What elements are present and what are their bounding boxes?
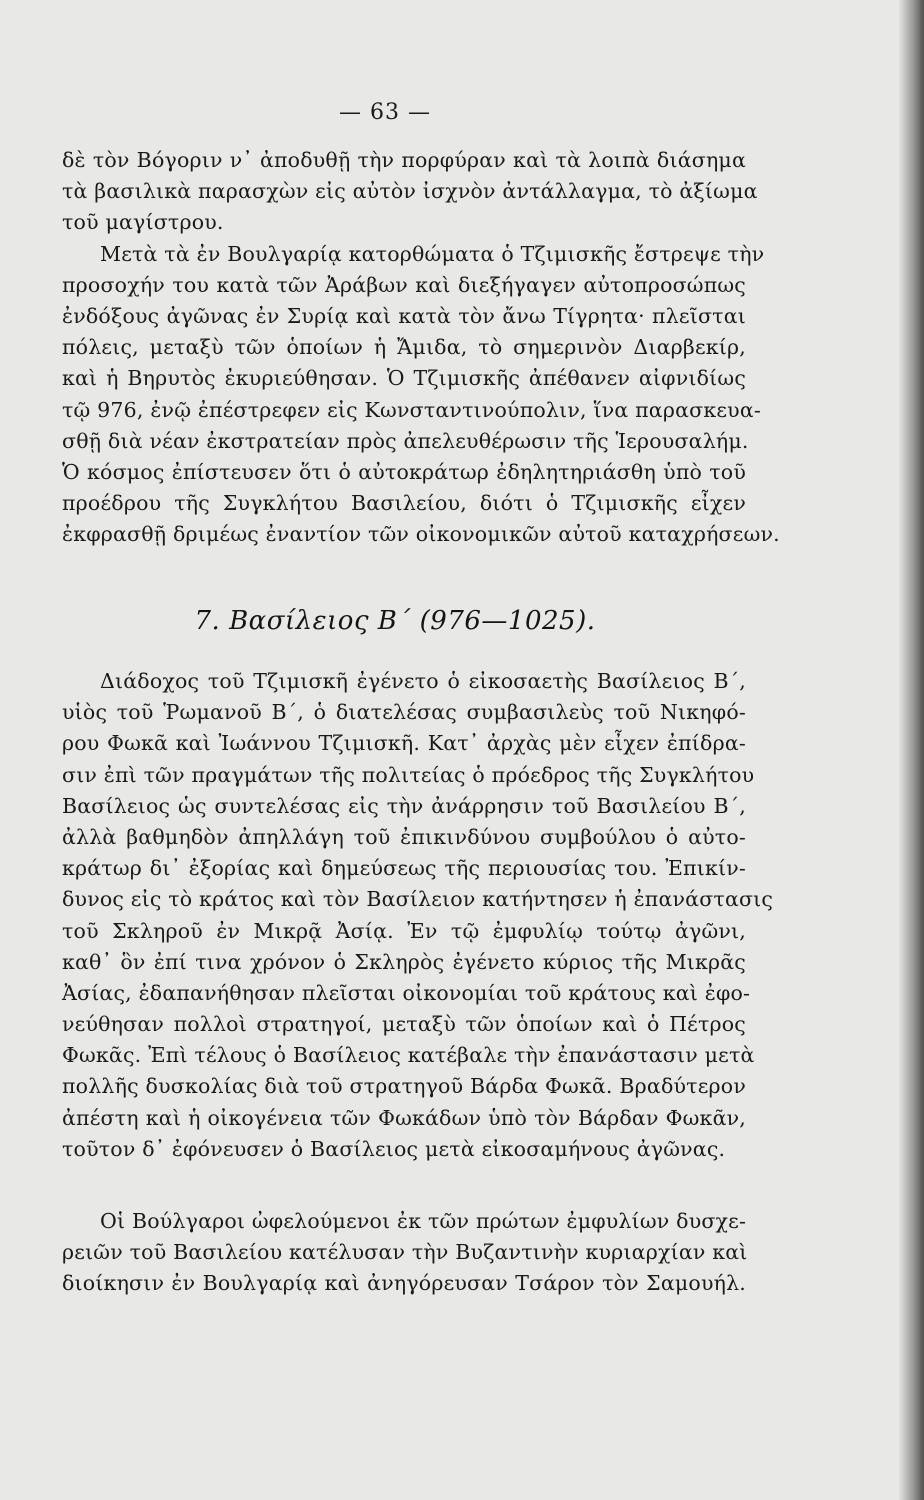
text-line: τοῦ μαγίστρου. <box>62 210 224 235</box>
text-line: Φωκᾶς. Ἐπὶ τέλους ὁ Βασίλειος κατέβαλε τὴν ἐπανάστασιν μετὰ <box>62 1043 755 1068</box>
section-heading: 7. Βασίλειος Β΄ (976—1025). <box>194 606 596 636</box>
text-line: σιν ἐπὶ τῶν πραγμάτων τῆς πολιτείας ὁ πρόεδρος τῆς Συγκλήτου <box>62 762 755 787</box>
text-line: Μετὰ τὰ ἐν Βουλγαρίᾳ κατορθώματα ὁ Τζιμισκῆς ἔστρεψε τὴν <box>100 241 765 266</box>
text-line: καὶ ἡ Βηρυτὸς ἐκυριεύθησαν. Ὁ Τζιμισκῆς ἀπέθανεν αἰφνιδίως <box>62 366 746 391</box>
text-line: Διάδοχος τοῦ Τζιμισκῆ ἐγένετο ὁ εἰκοσαετὴς Βασίλειος Β΄, <box>100 669 746 693</box>
text-line: πόλεις, μεταξὺ τῶν ὁποίων ἡ Ἄμιδα, τὸ σημερινὸν Διαρβεκίρ, <box>62 335 746 360</box>
paragraph-bulgarians <box>62 1206 746 1300</box>
page-edge-shadow <box>898 0 924 1500</box>
text-line: προέδρου τῆς Συγκλήτου Βασιλείου, διότι ὁ Τζιμισκῆς εἶχεν <box>62 491 746 516</box>
text-line: προσοχήν του κατὰ τῶν Ἀράβων καὶ διεξήγαγεν αὐτοπροσώπως <box>62 272 746 297</box>
text-line: Ὁ κόσμος ἐπίστευσεν ὅτι ὁ αὐτοκράτωρ ἐδηλητηριάσθη ὑπὸ τοῦ <box>62 459 746 484</box>
text-line: τὰ βασιλικὰ παρασχὼν εἰς αὐτὸν ἰσχνὸν ἀντάλλαγμα, τὸ ἀξίωμα <box>62 179 758 204</box>
paragraph-basil <box>62 666 774 1165</box>
text-line: Οἱ Βούλγαροι ὠφελούμενοι ἐκ τῶν πρώτων ἐμφυλίων δυσχε- <box>100 1209 747 1233</box>
text-line: ρειῶν τοῦ Βασιλείου κατέλυσαν τὴν Βυζαντινὴν κυριαρχίαν καὶ <box>62 1240 748 1265</box>
text-line: τῷ 976, ἐνῷ ἐπέστρεφεν εἰς Κωνσταντινούπολιν, ἵνα παρασκευα- <box>62 397 761 422</box>
text-line: ἀλλὰ βαθμηδὸν ἀπηλλάγη τοῦ ἐπικινδύνου συμβούλου ὁ αὐτο- <box>62 824 746 849</box>
text-line: Ἀσίας, ἐδαπανήθησαν πλεῖσται οἰκονομίαι τοῦ κράτους καὶ ἐφο- <box>62 980 751 1005</box>
text-line: διοίκησιν ἐν Βουλγαρίᾳ καὶ ἀνηγόρευσαν Τσάρον τὸν Σαμουήλ. <box>62 1271 746 1296</box>
text-line: υἱὸς τοῦ Ῥωμανοῦ Β΄, ὁ διατελέσας συμβασιλεὺς τοῦ Νικηφό- <box>62 700 746 725</box>
paragraph-continued <box>62 145 780 550</box>
text-line: δυνος εἰς τὸ κράτος καὶ τὸν Βασίλειον κατήντησεν ἡ ἐπανάστασις <box>62 887 774 912</box>
text-line: νεύθησαν πολλοὶ στρατηγοί, μεταξὺ τῶν ὁποίων καὶ ὁ Πέτρος <box>62 1012 746 1037</box>
text-line: ρου Φωκᾶ καὶ Ἰωάννου Τζιμισκῆ. Κατ᾽ ἀρχὰς μὲν εἶχεν ἐπίδρα- <box>62 731 746 756</box>
page-number: — 63 — <box>339 100 431 125</box>
text-line: σθῇ διὰ νέαν ἐκστρατείαν πρὸς ἀπελευθέρωσιν τῆς Ἱερουσαλήμ. <box>62 428 749 453</box>
text-line: Βασίλειος ὡς συντελέσας εἰς τὴν ἀνάρρησιν τοῦ Βασιλείου Β΄, <box>62 793 746 818</box>
text-line: τοῦ Σκληροῦ ἐν Μικρᾷ Ἀσίᾳ. Ἐν τῷ ἐμφυλίῳ τούτῳ ἀγῶνι, <box>62 918 746 943</box>
text-line: τοῦτον δ᾽ ἐφόνευσεν ὁ Βασίλειος μετὰ εἰκοσαμήνους ἀγῶνας. <box>62 1136 726 1161</box>
text-line: καθ᾽ ὃν ἐπί τινα χρόνον ὁ Σκληρὸς ἐγένετο κύριος τῆς Μικρᾶς <box>62 949 746 974</box>
text-line: ἐνδόξους ἀγῶνας ἐν Συρίᾳ καὶ κατὰ τὸν ἄνω Τίγρητα· πλεῖσται <box>62 303 746 328</box>
text-line: δὲ τὸν Βόγοριν ν᾽ ἀποδυθῇ τὴν πορφύραν καὶ τὰ λοιπὰ διάσημα <box>62 148 746 172</box>
text-line: κράτωρ δι᾽ ἐξορίας καὶ δημεύσεως τῆς περιουσίας του. Ἐπικίν- <box>62 856 746 881</box>
text-line: ἐκφρασθῇ δριμέως ἐναντίον τῶν οἰκονομικῶν αὐτοῦ καταχρήσεων. <box>62 522 780 547</box>
text-line: πολλῆς δυσκολίας διὰ τοῦ στρατηγοῦ Βάρδα Φωκᾶ. Βραδύτερον <box>62 1074 746 1099</box>
text-line: ἀπέστη καὶ ἡ οἰκογένεια τῶν Φωκάδων ὑπὸ τὸν Βάρδαν Φωκᾶν, <box>62 1105 746 1130</box>
